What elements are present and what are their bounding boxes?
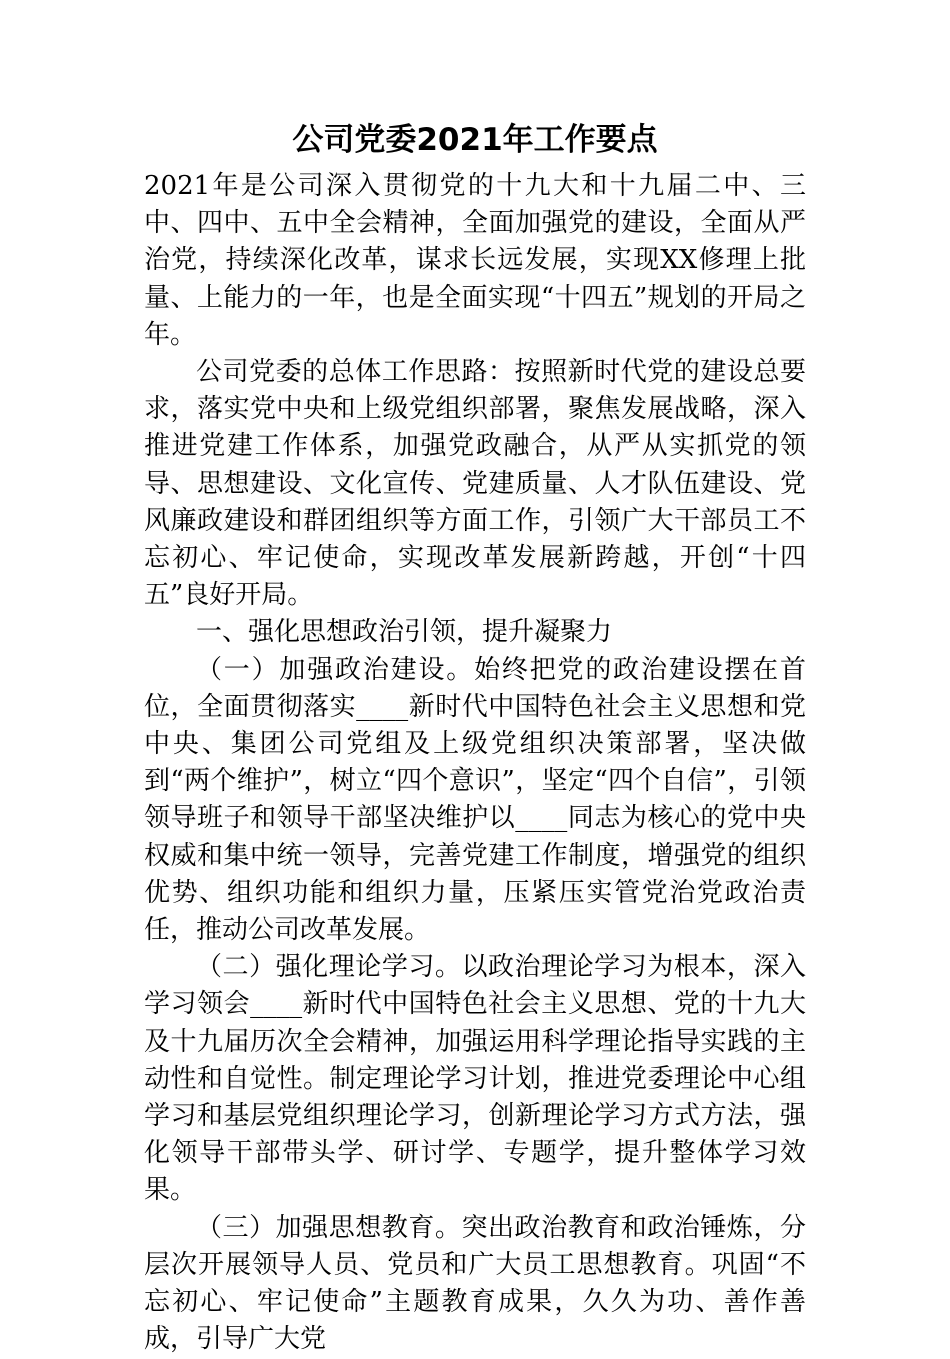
section-heading-1: 一、强化思想政治引领，提升凝聚力 — [196, 617, 613, 648]
paragraph-intro: 2021年是公司深入贯彻党的十九大和十九届二中、三中、四中、五中全会精神，全面加强党的建设，全面从严治党，持续深化改革，谋求长远发展，实现XX修理上批量、上能力的一年，也是全面实现“十四五”规划的开局之年。 — [144, 171, 806, 350]
paragraph-overall-approach: 公司党委的总体工作思路：按照新时代党的建设总要求，落实党中央和上级党组织部署，聚焦发展战略，深入推进党建工作体系，加强党政融合，从严从实抓党的领导、思想建设、文化宣传、党建质量、人才队伍建设、党风廉政建设和群团组织等方面工作，引领广大干部员工不忘初心、牢记使命，实现改革发展新跨越，开创“十四五”良好开局。 — [144, 357, 806, 611]
document-title: 公司党委2021年工作要点 — [292, 122, 658, 158]
paragraph-item-3: （三）加强思想教育。突出政治教育和政治锤炼，分层次开展领导人员、党员和广大员工思想教育。巩固“不忘初心、牢记使命”主题教育成果，久久为功、善作善成，引导广大党 — [144, 1212, 806, 1355]
paragraph-item-1: （一）加强政治建设。始终把党的政治建设摆在首位，全面贯彻落实____新时代中国特色社会主义思想和党中央、集团公司党组及上级党组织决策部署，坚决做到“两个维护”，树立“四个意识”，坚定“四个自信”，引领领导班子和领导干部坚决维护以____同志为核心的党中央权威和集中统一领导，完善党建工作制度，增强党的组织优势、组织功能和组织力量，压紧压实管党治党政治责任，推动公司改革发展。 — [144, 654, 806, 946]
document-body — [144, 168, 806, 1359]
paragraph-item-2: （二）强化理论学习。以政治理论学习为根本，深入学习领会____新时代中国特色社会主义思想、党的十九大及十九届历次全会精神，加强运用科学理论指导实践的主动性和自觉性。制定理论学习计划，推进党委理论中心组学习和基层党组织理论学习，创新理论学习方式方法，强化领导干部带头学、研讨学、专题学，提升整体学习效果。 — [144, 952, 806, 1206]
